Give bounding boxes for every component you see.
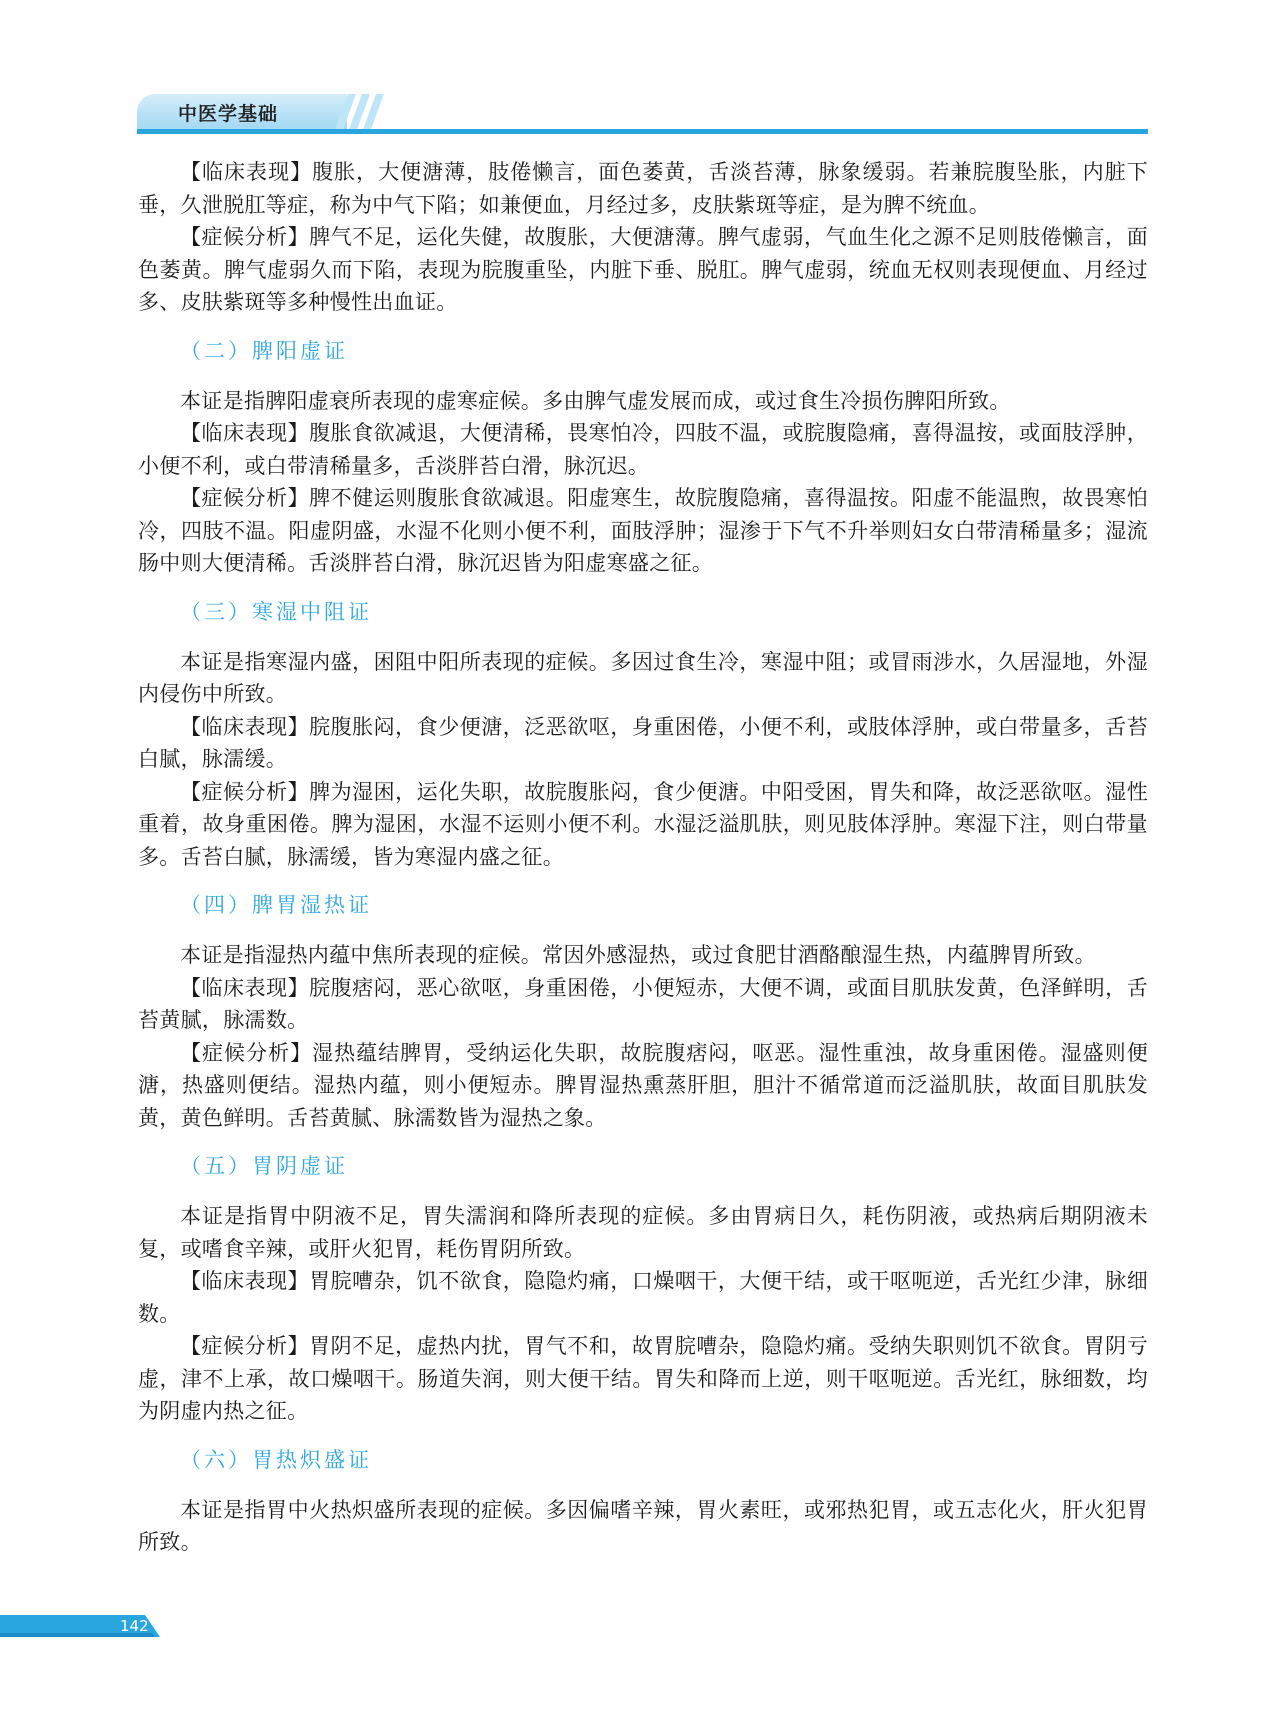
running-header-title: 中医学基础: [178, 103, 279, 125]
page-header: [0, 0, 1275, 140]
body-paragraph: 【症候分析】胃阴不足，虚热内扰，胃气不和，故胃脘嘈杂，隐隐灼痛。受纳失职则饥不欲食。胃阴亏虚，津不上承，故口燥咽干。肠道失润，则大便干结。胃失和降而上逆，则干呕呃逆。舌光红，脉细数，均为阴虚内热之征。: [138, 1334, 1148, 1423]
body-paragraph: 本证是指湿热内蕴中焦所表现的症候。常因外感湿热，或过食肥甘酒酪酿湿生热，内蕴脾胃所致。: [180, 943, 1096, 967]
body-paragraph: 【临床表现】脘腹胀闷，食少便溏，泛恶欲呕，身重困倦，小便不利，或肢体浮肿，或白带量多，舌苔白腻，脉濡缓。: [138, 714, 1148, 771]
main-content: [138, 156, 1148, 1559]
section-heading: （二）脾阳虚证: [180, 338, 348, 363]
section-heading: （三）寒湿中阻证: [180, 599, 372, 624]
body-paragraph: 【症候分析】湿热蕴结脾胃，受纳运化失职，故脘腹痞闷，呕恶。湿性重浊，故身重困倦。湿盛则便溏，热盛则便结。湿热内蕴，则小便短赤。脾胃湿热熏蒸肝胆，胆汁不循常道而泛溢肌肤，故面目肌肤发黄，黄色鲜明。舌苔黄腻、脉濡数皆为湿热之象。: [138, 1040, 1148, 1130]
section-heading: （六）胃热炽盛证: [180, 1447, 372, 1472]
header-rule: [137, 129, 1148, 134]
body-paragraph: 本证是指寒湿内盛，困阻中阳所表现的症候。多因过食生冷，寒湿中阻；或冒雨涉水，久居湿地，外湿内侵伤中所致。: [138, 649, 1148, 706]
body-paragraph: 【临床表现】胃脘嘈杂，饥不欲食，隐隐灼痛，口燥咽干，大便干结，或干呕呃逆，舌光红少津，脉细数。: [138, 1269, 1148, 1326]
body-paragraph: 本证是指胃中阴液不足，胃失濡润和降所表现的症候。多由胃病日久，耗伤阴液，或热病后期阴液未复，或嗜食辛辣，或肝火犯胃，耗伤胃阴所致。: [138, 1204, 1148, 1261]
page-number: 142: [120, 1617, 149, 1635]
body-paragraph: 【临床表现】腹胀食欲减退，大便清稀，畏寒怕冷，四肢不温，或脘腹隐痛，喜得温按，或面肢浮肿，小便不利，或白带清稀量多，舌淡胖苔白滑，脉沉迟。: [138, 421, 1148, 478]
body-paragraph: 【症候分析】脾为湿困，运化失职，故脘腹胀闷，食少便溏。中阳受困，胃失和降，故泛恶欲呕。湿性重着，故身重困倦。脾为湿困，水湿不运则小便不利。水湿泛溢肌肤，则见肢体浮肿。寒湿下注，则白带量多。舌苔白腻，脉濡缓，皆为寒湿内盛之征。: [138, 779, 1148, 869]
section-heading: （四）脾胃湿热证: [180, 893, 372, 917]
body-paragraph: 【临床表现】腹胀，大便溏薄，肢倦懒言，面色萎黄，舌淡苔薄，脉象缓弱。若兼脘腹坠胀，内脏下垂，久泄脱肛等症，称为中气下陷；如兼便血，月经过多，皮肤紫斑等症，是为脾不统血。: [138, 160, 1148, 217]
header-stripes-decoration: [330, 94, 390, 132]
body-paragraph: 本证是指脾阳虚衰所表现的虚寒症候。多由脾气虚发展而成，或过食生冷损伤脾阳所致。: [180, 388, 1011, 413]
section-heading: （五）胃阴虚证: [180, 1154, 348, 1178]
body-paragraph: 【症候分析】脾不健运则腹胀食欲减退。阳虚寒生，故脘腹隐痛，喜得温按。阳虚不能温煦，故畏寒怕冷，四肢不温。阳虚阴盛，水湿不化则小便不利，面肢浮肿；湿渗于下气不升举则妇女白带清稀量多；湿流肠中则大便清稀。舌淡胖苔白滑，脉沉迟皆为阳虚寒盛之征。: [138, 486, 1148, 575]
body-paragraph: 【临床表现】脘腹痞闷，恶心欲呕，身重困倦，小便短赤，大便不调，或面目肌肤发黄，色泽鲜明，舌苔黄腻，脉濡数。: [138, 975, 1148, 1032]
body-paragraph: 本证是指胃中火热炽盛所表现的症候。多因偏嗜辛辣，胃火素旺，或邪热犯胃，或五志化火，肝火犯胃所致。: [138, 1497, 1148, 1554]
body-paragraph: 【症候分析】脾气不足，运化失健，故腹胀，大便溏薄。脾气虚弱，气血生化之源不足则肢倦懒言，面色萎黄。脾气虚弱久而下陷，表现为脘腹重坠，内脏下垂、脱肛。脾气虚弱，统血无权则表现便血、月经过多、皮肤紫斑等多种慢性出血证。: [138, 225, 1148, 314]
